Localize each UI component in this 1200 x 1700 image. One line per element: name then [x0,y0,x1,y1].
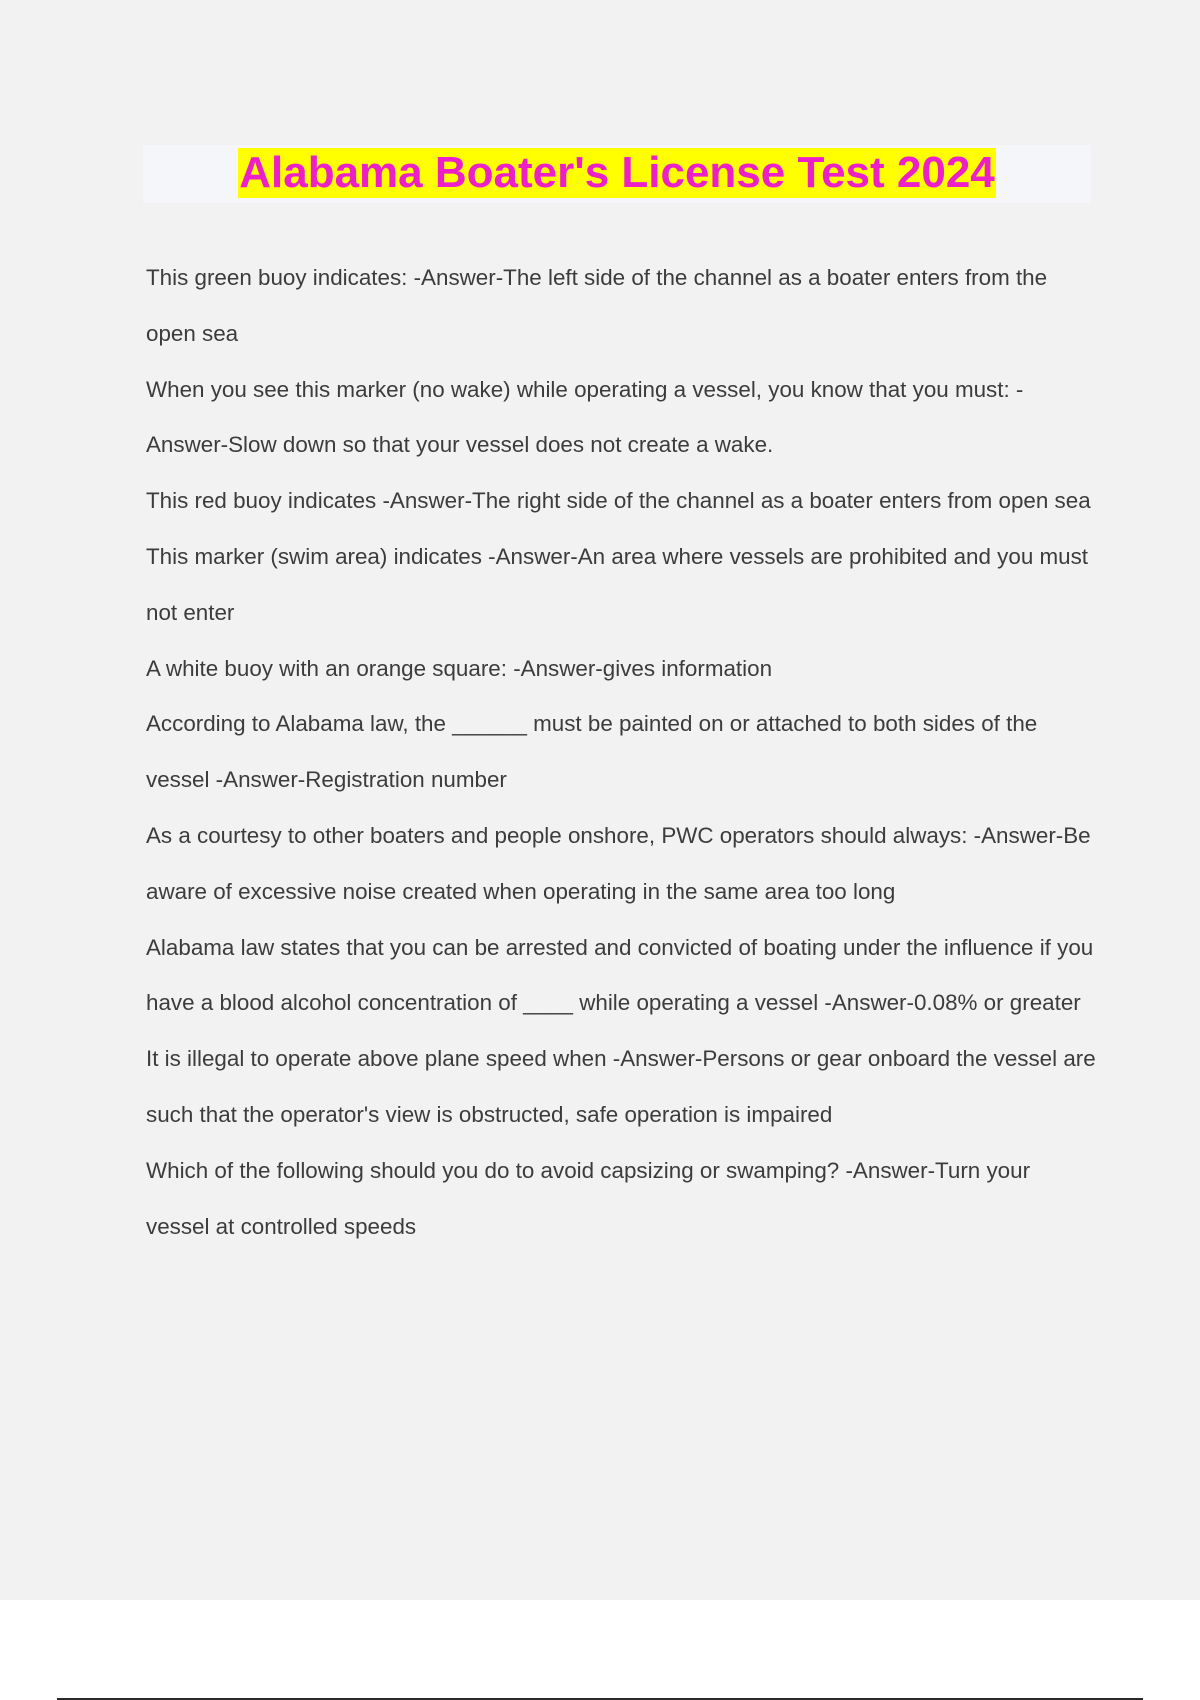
qa-list [146,250,1096,1254]
title-band [143,145,1091,203]
qa-item-green-buoy: This green buoy indicates: -Answer-The left side of the channel as a boater enters from the open sea [146,265,1048,346]
qa-item-registration-number: According to Alabama law, the ______ must be painted on or attached to both sides of the vessel -Answer-Registration number [146,711,1038,793]
qa-item-swim-area-marker: This marker (swim area) indicates -Answer-An area where vessels are prohibited and you must not enter [146,543,1089,625]
qa-item-capsizing: Which of the following should you do to avoid capsizing or swamping? -Answer-Turn your vessel at controlled speeds [146,1157,1031,1239]
qa-item-no-wake-marker: When you see this marker (no wake) while operating a vessel, you know that you must: -Answer-Slow down so that your vessel does not create a wake. [146,376,1024,458]
qa-item-plane-speed: It is illegal to operate above plane speed when -Answer-Persons or gear onboard the vessel are such that the operator's view is obstructed, safe operation is impaired [146,1046,1096,1127]
qa-item-white-buoy: A white buoy with an orange square: -Answer-gives information [146,655,773,681]
qa-item-red-buoy: This red buoy indicates -Answer-The right side of the channel as a boater enters from open sea [146,488,1091,514]
qa-item-pwc-courtesy: As a courtesy to other boaters and people onshore, PWC operators should always: -Answer-Be aware of excessive noise created when operating in the same area too long [146,822,1091,904]
document-title: Alabama Boater's License Test 2024 [239,148,995,197]
qa-item-blood-alcohol: Alabama law states that you can be arrested and convicted of boating under the influence if you have a blood alcohol concentration of ____ while operating a vessel -Answer-0.08% or greater [146,934,1094,1016]
